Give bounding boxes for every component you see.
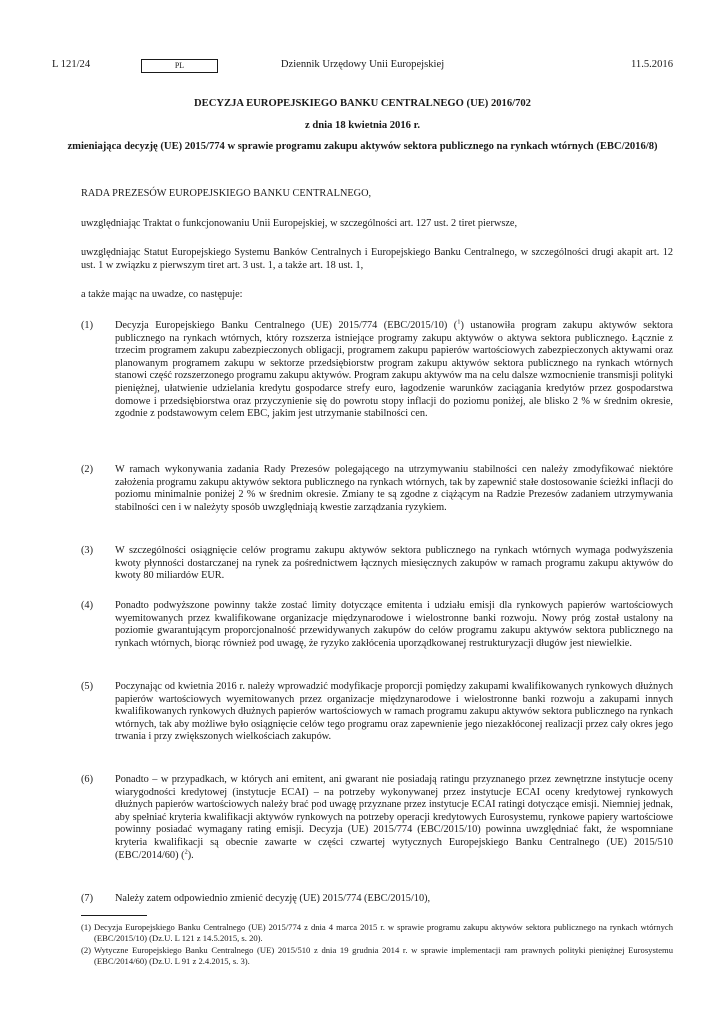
recital-number: (5)	[81, 681, 94, 692]
recital-text: W ramach wykonywania zadania Rady Prezesów polegającego na utrzymywaniu stabilności cen należy zmodyfikować niektóre założenia programu zakupu aktywów sektora publicznego na rynkach wtórnych, tak by zapewnić stałe dostosowanie ścieżki inflacji do poziomu minimalnie poniżej 2 % w średnim okresie. Zmiany te są zgodne z ciążącym na Radzie Prezesów zadaniem utrzymywania stabilności cen i w należyty sposób uwzględniają kwestie zarządzania ryzykiem.	[115, 464, 673, 513]
preamble-whereas: a także mając na uwadze, co następuje:	[81, 289, 243, 300]
footnote-text: Decyzja Europejskiego Banku Centralnego (UE) 2015/774 z dnia 4 marca 2015 r. w sprawie programu zakupu aktywów sektora publicznego na rynkach wtórnych (EBC/2015/10) (Dz.U. L 121 z 14.5.2015, s. 20).	[94, 922, 673, 943]
decision-subject: zmieniająca decyzję (UE) 2015/774 w sprawie programu zakupu aktywów sektora publicznego na rynkach wtórnych (EBC/2016/8)	[67, 141, 658, 152]
recital-text: Decyzja Europejskiego Banku Centralnego (UE) 2015/774 (EBC/2015/10) ($^1$) ustanowiła program zakupu aktywów sektora publicznego na rynkach wtórnych, który rozszerza istniejące programy zakupu aktywów o aktywa sektora publicznego. Łącznie z trzecim programem zakupu zabezpieczonych obligacji, programem zakupu papierów wartościowych zabezpieczonych aktywami oraz planowanym programem zakupu w sektorze przedsiębiorstw program zakupu aktywów sektora publicznego na rynkach wtórnych stanowi część rozszerzonego programu zakupu aktywów. Program zakupu aktywów ma na celu dalsze wzmocnienie transmisji polityki pieniężnej, ułatwienie udzielania kredytu gospodarce strefy euro, łagodzenie warunków zaciągania kredytów przez gospodarstwa domowe i przedsiębiorstwa oraz przyczynienie się do powrotu stopy inflacji do poziomu poniżej, ale blisko 2 % w średnim okresie, zgodnie z podstawowym celem EBC, jakim jest utrzymanie stabilności cen.	[115, 318, 674, 420]
recital-number: (1)	[81, 320, 94, 331]
decision-date: z dnia 18 kwietnia 2016 r.	[305, 120, 420, 131]
recital-number: (2)	[81, 464, 94, 475]
footnote-ref[interactable]: 1	[457, 318, 461, 326]
language-badge: PL	[141, 59, 218, 73]
recital-number: (3)	[81, 545, 94, 556]
publication-date: 11.5.2016	[631, 59, 673, 70]
recital-number: (7)	[81, 893, 94, 904]
page-reference: L 121/24	[52, 59, 91, 70]
preamble-statute: uwzględniając Statut Europejskiego Systemu Banków Centralnych i Europejskiego Banku Centralnego, w szczególności drugi akapit art. 12 ust. 1 w związku z pierwszym tiret art. 3 ust. 1, a także art. 18 ust. 1,	[81, 247, 673, 271]
recital-text: W szczególności osiągnięcie celów programu zakupu aktywów sektora publicznego na rynkach wtórnych wymaga podwyższenia kwoty płynności dostarczanej na rynek za pośrednictwem łącznych miesięcznych zakupów w ramach programu zakupu aktywów do kwoty 80 miliardów EUR.	[115, 545, 673, 582]
footnote-number: (1)	[81, 922, 92, 932]
footnote-divider	[81, 915, 147, 916]
recital-text: Należy zatem odpowiednio zmienić decyzję (UE) 2015/774 (EBC/2015/10),	[115, 893, 431, 904]
preamble-council: RADA PREZESÓW EUROPEJSKIEGO BANKU CENTRALNEGO,	[81, 188, 372, 199]
footnote-text: Wytyczne Europejskiego Banku Centralnego (UE) 2015/510 z dnia 19 grudnia 2014 r. w sprawie implementacji ram prawnych polityki pieniężnej Eurosystemu (EBC/2014/60) (Dz.U. L 91 z 2.4.2015, s. 3).	[94, 945, 673, 966]
page-header	[52, 59, 673, 75]
recital-number: (6)	[81, 774, 94, 785]
decision-title: DECYZJA EUROPEJSKIEGO BANKU CENTRALNEGO (UE) 2016/702	[194, 98, 531, 109]
preamble-treaty: uwzględniając Traktat o funkcjonowaniu Unii Europejskiej, w szczególności art. 127 ust. 2 tiret pierwsze,	[81, 218, 518, 229]
recital-number: (4)	[81, 600, 94, 611]
recital-text: Ponadto podwyższone powinny także zostać limity dotyczące emitenta i udziału emisji dla rynkowych papierów wartościowych wyemitowanych przez kwalifikowane organizacje międzynarodowe i wielostronne banki rozwoju. Nowy próg został ustalony na poziomie gwarantującym proporcjonalność przewidywanych zakupów do celów programu zakupu aktywów sektora publicznego na rynkach wtórnych, biorąc również pod uwagę, że ryzyko zakłócenia uporządkowanej restrukturyzacji długów jest niewielkie.	[115, 600, 673, 649]
recital-text: Ponadto – w przypadkach, w których ani emitent, ani gwarant nie posiadają ratingu przyznanego przez zewnętrzne instytucje oceny wiarygodności kredytowej (instytucje ECAI) – na potrzeby wykonywanej przez instytucje ECAI oceny kredytowej rynkowych dłużnych papierów wartościowych należy brać pod uwagę przyznane przez instytucje ECAI ratingi dotyczące emisji. Niemniej jednak, aby spełniać kryteria kwalifikacji aktywów rynkowych na potrzeby operacji kredytowych Eurosystemu, rynkowe papiery wartościowe powinny posiadać wymagany rating emisji. Decyzja (UE) 2015/774 (EBC/2015/10) powinna uwzględniać fakt, że wspomniane kryteria kwalifikacji są obecnie zawarte w części czwartej wytycznych Europejskiego Banku Centralnego (UE) 2015/510 (EBC/2014/60) ($^2$).	[115, 774, 673, 861]
recital-text: Poczynając od kwietnia 2016 r. należy wprowadzić modyfikacje proporcji pomiędzy zakupami kwalifikowanych rynkowych dłużnych papierów wartościowych wyemitowanych przez organizacje międzynarodowe i wielostronne banki rozwoju a zakupami innych kwalifikowanych rynkowych dłużnych papierów wartościowych w ramach programu zakupu aktywów sektora publicznego na rynkach wtórnych, tak aby możliwe było osiągnięcie celów tego programu oraz zapewnienie jego niezakłóconej realizacji przez cały okres jego trwania i przy zwiększonych wielkościach zakupów.	[115, 681, 673, 743]
journal-name: Dziennik Urzędowy Unii Europejskiej	[280, 59, 445, 70]
footnote-ref[interactable]: 2	[184, 848, 188, 856]
footnote-number: (2)	[81, 945, 92, 955]
